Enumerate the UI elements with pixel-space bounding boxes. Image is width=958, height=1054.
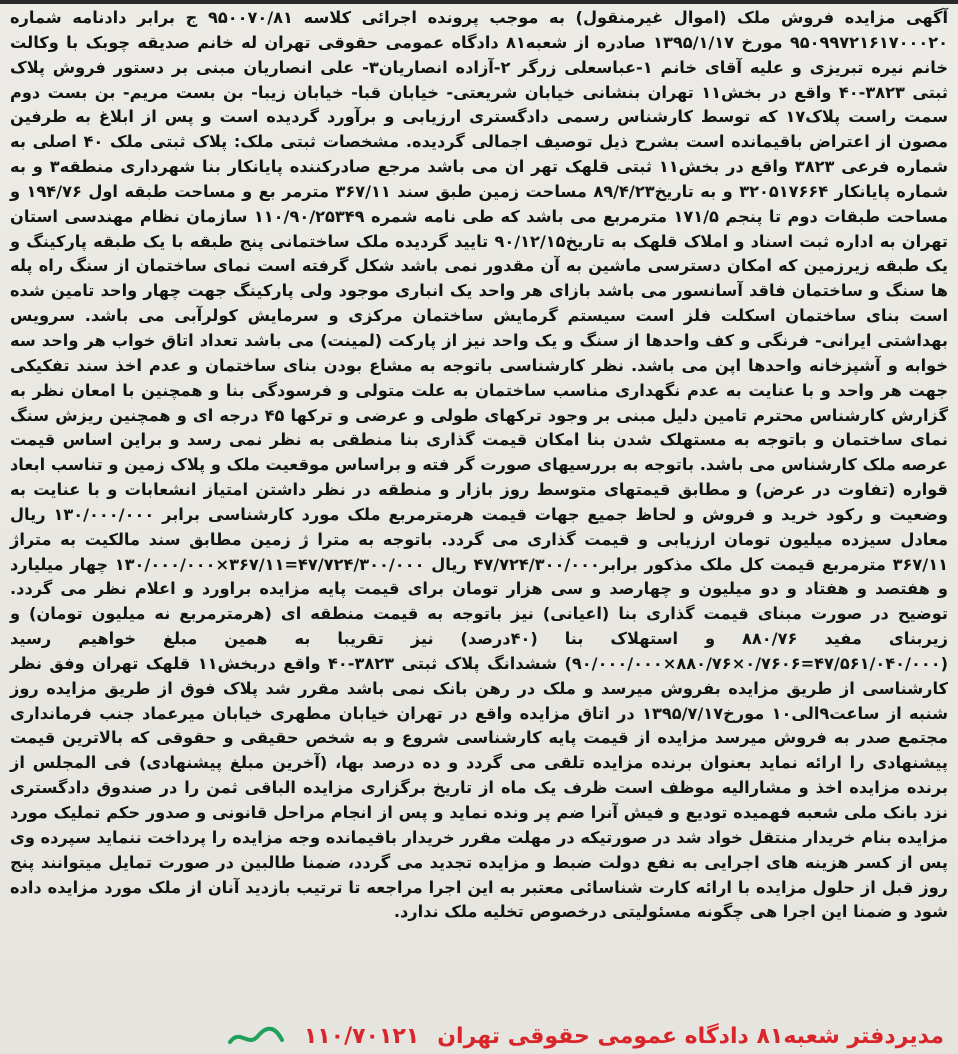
notice-body: آگهی مزایده فروش ملک (اموال غیرمنقول) به موجب پرونده اجرائی کلاسه ۹۵۰۰۷۰/۸۱ ج برابر دادنامه شماره ۹۵۰۹۹۷۲۱۶۱۷۰۰۰۲۰ مورخ ۱۳۹۵/۱/۱۷ صادره از شعبه۸۱ دادگاه عمومی حقوقی تهران له خانم صدیقه چوبک با وکالت خانم نیره تبریزی و علیه آقای خانم ۱-عباسعلی زرگر ۲-آزاده انصاریان۳- علی انصاریان مبنی بر دستور فروش پلاک ثبتی ۳۸۲۳-۴۰ واقع در بخش۱۱ تهران بنشانی خیابان شریعتی- خیابان قبا- خیابان زیبا- بن بست مریم- بن بست دوم سمت راست پلاک۱۷ که توسط کارشناس رسمی دادگستری ارزیابی و برآورد گردیده است و پس از ابلاغ به طرفین مصون از اعتراض باقیمانده است بشرح ذیل توصیف اجمالی گردیده. مشخصات ثبتی ملک: پلاک ثبتی ملک ۴۰ اصلی به شماره فرعی ۳۸۲۳ واقع در بخش۱۱ ثبتی قلهک تهر ان می باشد مرجع صادرکننده پایانکار بنا شهرداری منطقه۳ و به شماره پایانکار ۳۲۰۵۱۷۶۶۴ و به تاریخ۸۹/۴/۲۳ مساحت زمین طبق سند ۳۶۷/۱۱ مترمر بع و مساحت طبقه اول ۱۹۴/۷۶ و مساحت طبقات دوم تا پنجم ۱۷۱/۵ مترمربع می باشد که طی نامه شمره ۱۱۰/۹۰/۲۵۳۴۹ سازمان نظام مهندسی استان تهران به اداره ثبت اسناد و املاک قلهک به تاریخ۹۰/۱۲/۱۵ تایید گردیده ملک ساختمانی پنج طبقه با یک طبقه پارکینگ و یک طبقه زیرزمین که امکان دسترسی ماشین به آن مقدور نمی باشد شکل گرفته است نمای ساختمان از سنگ راه پله ها سنگ و ساختمان فاقد آسانسور می باشد بازای هر واحد یک انباری موجود ولی پارکینگ جهت چهار واحد تامین شده است بنای ساختمان اسکلت فلز است سیستم گرمایش ساختمان مرکزی و سرمایش کولرآبی می باشد. سرویس بهداشتی ایرانی- فرنگی و کف واحدها از سنگ و یک واحد نیز از پارکت (لمینت) می باشد تعداد اتاق خواب هر واحد سه خوابه و آشپزخانه واحدها اپن می باشد. نظر کارشناسی باتوجه به مشاع بودن بنای ساختمان و عدم اخذ سند تفکیکی جهت هر واحد و با عنایت به عدم نگهداری مناسب ساختمان به علت متولی و فرسودگی بنا و همچنین با امعان نظر به گزارش کارشناس محترم تامین دلیل مبنی بر وجود ترکهای طولی و عرضی و ترکها ۴۵ درجه ای و همچنین ریزش سنگ نمای ساختمان و باتوجه به مستهلک شدن بنا امکان قیمت گذاری بنا منطقی به نظر نمی رسد و براین اساس قیمت عرصه ملک کارشناس می باشد. باتوجه به بررسیهای صورت گر فته و براساس موقعیت ملک و پلاک زمین و تناسب ابعاد قواره (تفاوت در عرض) و مطابق قیمتهای متوسط روز بازار و منطقه در نظر داشتن امتیاز انشعابات و با عنایت به وضعیت و رکود خرید و فروش و لحاظ جمیع جهات قیمت هرمترمربع ملک مورد کارشناسی برابر ۱۳۰/۰۰۰/۰۰۰ ریال معادل سیزده میلیون تومان ارزیابی و قیمت گذاری می گردد. باتوجه به مترا ژ زمین مطابق سند مالکیت به متراژ ۳۶۷/۱۱ مترمربع قیمت کل ملک مذکور برابر۴۷/۷۲۴/۳۰۰/۰۰۰ ریال ۴۷/۷۲۴/۳۰۰/۰۰۰=۳۶۷/۱۱×۱۳۰/۰۰۰/۰۰۰ چهار میلیارد و هفتصد و هفتاد و دو میلیون و چهارصد و سی هزار تومان برای قیمت پایه مزایده براورد و اعلام نظر می گردد. توضیح در صورت مبنای قیمت گذاری بنا (اعیانی) نیز باتوجه به قیمت منطقه ای (هرمترمربع نه میلیون تومان) و زیربنای مفید ۸۸۰/۷۶ و استهلاک بنا (۴۰درصد) نیز تقریبا به همین مبلغ خواهیم رسید (۴۷/۵۶۱/۰۴۰/۰۰۰=۰/۷۶۰۶×۸۸۰/۷۶×۹۰/۰۰۰/۰۰۰) ششدانگ پلاک ثبتی ۳۸۲۳-۴۰ واقع دربخش۱۱ قلهک تهران وفق نظر کارشناسی از طریق مزایده بفروش میرسد و ملک در رهن بانک نمی باشد مقرر شد پلاک فوق از طریق مزایده روز شنبه از ساعت۹الی۱۰ مورخ۱۳۹۵/۷/۱۷ در اتاق مزایده واقع در تهران خیابان مطهری خیابان میرعماد جنب فرمانداری مجتمع صدر به فروش میرسد مزایده از قیمت پایه کارشناسی شروع و به شخص حقیقی و حقوقی که بالاترین قیمت پیشنهادی را ارائه نماید بعنوان برنده مزایده تلقی می گردد و ده درصد بها، (آخرین مبلغ پیشنهادی) فی المجلس از برنده مزایده اخذ و مشارالیه موظف است ظرف یک ماه از تاریخ برگزاری مزایده الباقی ثمن را در صندوق دادگستری نزد بانک ملی شعبه فهمیده تودیع و فیش آنرا ضم پر ونده نماید و پس از انجام مراحل قانونی و صدور حکم تملیک مورد مزایده بنام خریدار منتقل خواد شد در صورتیکه در مهلت مقرر خریدار باقیمانده وجه مزایده را پرداخت ننماید سپرده وی پس از کسر هزینه های اجرایی به نفع دولت ضبط و مزایده تجدید می گردد، ضمنا طالبین در صورت تمایل میتوانند پنج روز قبل از حلول مزایده با ارائه کارت شناسائی معتبر به این اجرا مراجعه تا ترتیب بازدید آنان از ملک مورد مزایده داده شود و ضمنا این اجرا هی چگونه مسئولیتی درخصوص تخلیه ملک ندارد. <box>10 8 949 922</box>
reference-number: ۱۱۰/۷۰۱۲۱ <box>303 1023 420 1049</box>
signature-mark-icon <box>226 1022 286 1050</box>
top-border <box>0 0 958 4</box>
auction-notice <box>10 6 948 925</box>
footer-signature: مدیردفتر شعبه۸۱ دادگاه عمومی حقوقی تهران <box>437 1023 944 1049</box>
notice-footer <box>0 1018 958 1054</box>
